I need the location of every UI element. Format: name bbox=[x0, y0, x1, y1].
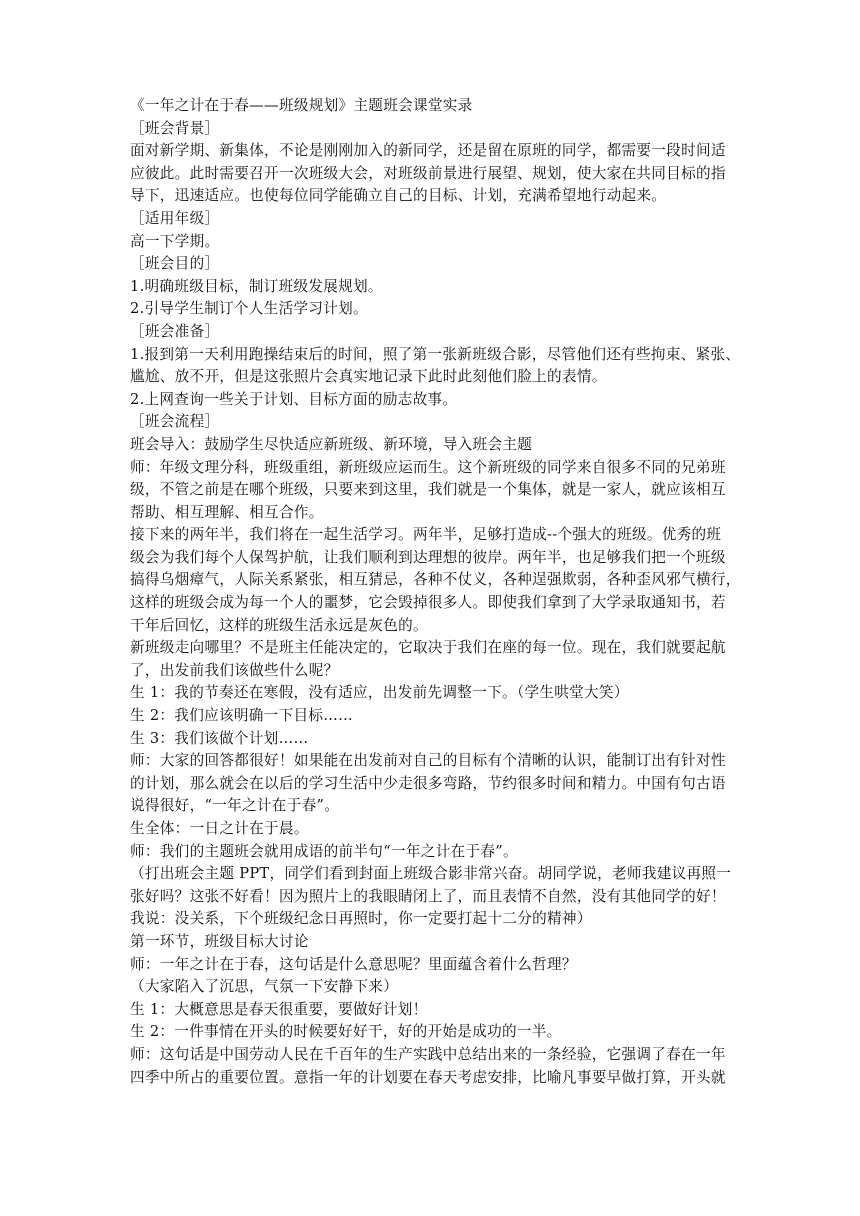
paragraph-line: 张好吗？这张不好看！因为照片上的我眼睛闭上了，而且表情不自然，没有其他同学的好！ bbox=[130, 887, 726, 905]
paragraph-line: 师：大家的回答都很好！如果能在出发前对自己的目标有个清晰的认识，能制订出有针对性 bbox=[130, 752, 726, 770]
paragraph-line: 级，不管之前是在哪个班级，只要来到这里，我们就是一个集体，就是一家人，就应该相互 bbox=[130, 481, 726, 499]
paragraph-line: 四季中所占的重要位置。意指一年的计划要在春天考虑安排，比喻凡事要早做打算，开头就 bbox=[130, 1068, 726, 1086]
paragraph-line: 这样的班级会成为每一个人的噩梦，它会毁掉很多人。即使我们拿到了大学录取通知书，若 bbox=[130, 594, 726, 612]
paragraph-line: 师：这句话是中国劳动人民在千百年的生产实践中总结出来的一条经验，它强调了春在一年 bbox=[130, 1045, 726, 1063]
paragraph-line: （打出班会主题 PPT，同学们看到封面上班级合影非常兴奋。胡同学说，老师我建议再照一 bbox=[130, 865, 732, 883]
list-item: 2.引导学生制订个人生活学习计划。 bbox=[130, 300, 368, 318]
paragraph-line: 接下来的两年半，我们将在一起生活学习。两年半，足够打造成--个强大的班级。优秀的班 bbox=[130, 526, 722, 544]
paragraph-line: 新班级走向哪里？不是班主任能决定的，它取决于我们在座的每一位。现在，我们就要起航 bbox=[130, 639, 726, 657]
paragraph-line: 应彼此。此时需要召开一次班级大会，对班级前景进行展望、规划，使大家在共同目标的指 bbox=[130, 164, 726, 182]
paragraph-line: 搞得乌烟瘴气，人际关系紧张，相互猜忌，各种不仗义，各种逞强欺弱，各种歪风邪气横行， bbox=[130, 571, 741, 589]
dialogue-line: 师：我们的主题班会就用成语的前半句“一年之计在于春”。 bbox=[130, 842, 518, 860]
dialogue-line: 生 2：我们应该明确一下目标…… bbox=[130, 707, 354, 725]
paragraph-line: 说得很好，“一年之计在于春”。 bbox=[130, 797, 340, 815]
paragraph-line: 帮助、相互理解、相互合作。 bbox=[130, 503, 324, 521]
dialogue-line: 生全体：一日之计在于晨。 bbox=[130, 820, 309, 837]
list-item: 1.明确班级目标，制订班级发展规划。 bbox=[130, 277, 383, 295]
paragraph-line: （大家陷入了沉思，气氛一下安静下来） bbox=[130, 978, 399, 996]
section-heading: ［班会准备］ bbox=[130, 322, 220, 340]
paragraph-line: 了，出发前我们该做些什么呢？ bbox=[130, 661, 339, 679]
paragraph-line: 面对新学期、新集体，不论是刚刚加入的新同学，还是留在原班的同学，都需要一段时间适 bbox=[130, 142, 726, 160]
paragraph-line: 级会为我们每个人保驾护航，让我们顺利到达理想的彼岸。两年半，也足够我们把一个班级 bbox=[130, 548, 726, 566]
dialogue-line: 生 1：大概意思是春天很重要，要做好计划！ bbox=[130, 1000, 428, 1018]
document-title: 《一年之计在于春——班级规划》主题班会课堂实录 bbox=[130, 97, 473, 114]
paragraph-line: 尴尬、放不开，但是这张照片会真实地记录下此时此刻他们脸上的表情。 bbox=[130, 368, 607, 386]
dialogue-line: 生 3：我们该做个计划…… bbox=[130, 729, 309, 747]
list-item: 1.报到第一天利用跑操结束后的时间，照了第一张新班级合影，尽管他们还有些拘束、紧张、 bbox=[130, 345, 741, 363]
section-heading: ［班会背景］ bbox=[130, 119, 220, 137]
paragraph-line: 班会导入：鼓励学生尽快适应新班级、新环境，导入班会主题 bbox=[130, 435, 533, 453]
dialogue-line: 生 1：我的节奏还在寒假，没有适应，出发前先调整一下。（学生哄堂大笑） bbox=[130, 684, 629, 702]
document-page bbox=[130, 95, 742, 1089]
section-heading: 第一环节，班级目标大讨论 bbox=[130, 932, 309, 950]
section-heading: ［班会流程］ bbox=[130, 413, 220, 431]
dialogue-line: 生 2：一件事情在开头的时候要好好干，好的开始是成功的一半。 bbox=[130, 1023, 562, 1041]
list-item: 2.上网查询一些关于计划、目标方面的励志故事。 bbox=[130, 390, 458, 408]
section-heading: ［适用年级］ bbox=[130, 209, 220, 227]
paragraph-line: 的计划，那么就会在以后的学习生活中少走很多弯路，节约很多时间和精力。中国有句古语 bbox=[130, 774, 726, 792]
paragraph-line: 导下，迅速适应。也使每位同学能确立自己的目标、计划，充满希望地行动起来。 bbox=[130, 187, 667, 205]
section-heading: ［班会目的］ bbox=[130, 255, 220, 273]
paragraph-line: 干年后回忆，这样的班级生活永远是灰色的。 bbox=[130, 616, 428, 634]
dialogue-line: 师：一年之计在于春，这句话是什么意思呢？里面蕴含着什么哲理？ bbox=[130, 955, 577, 973]
paragraph-line: 师：年级文理分科，班级重组，新班级应运而生。这个新班级的同学来自很多不同的兄弟班 bbox=[130, 458, 726, 476]
paragraph-line: 我说：没关系，下个班级纪念日再照时，你一定要打起十二分的精神） bbox=[130, 910, 592, 928]
paragraph-line: 高一下学期。 bbox=[130, 232, 220, 250]
